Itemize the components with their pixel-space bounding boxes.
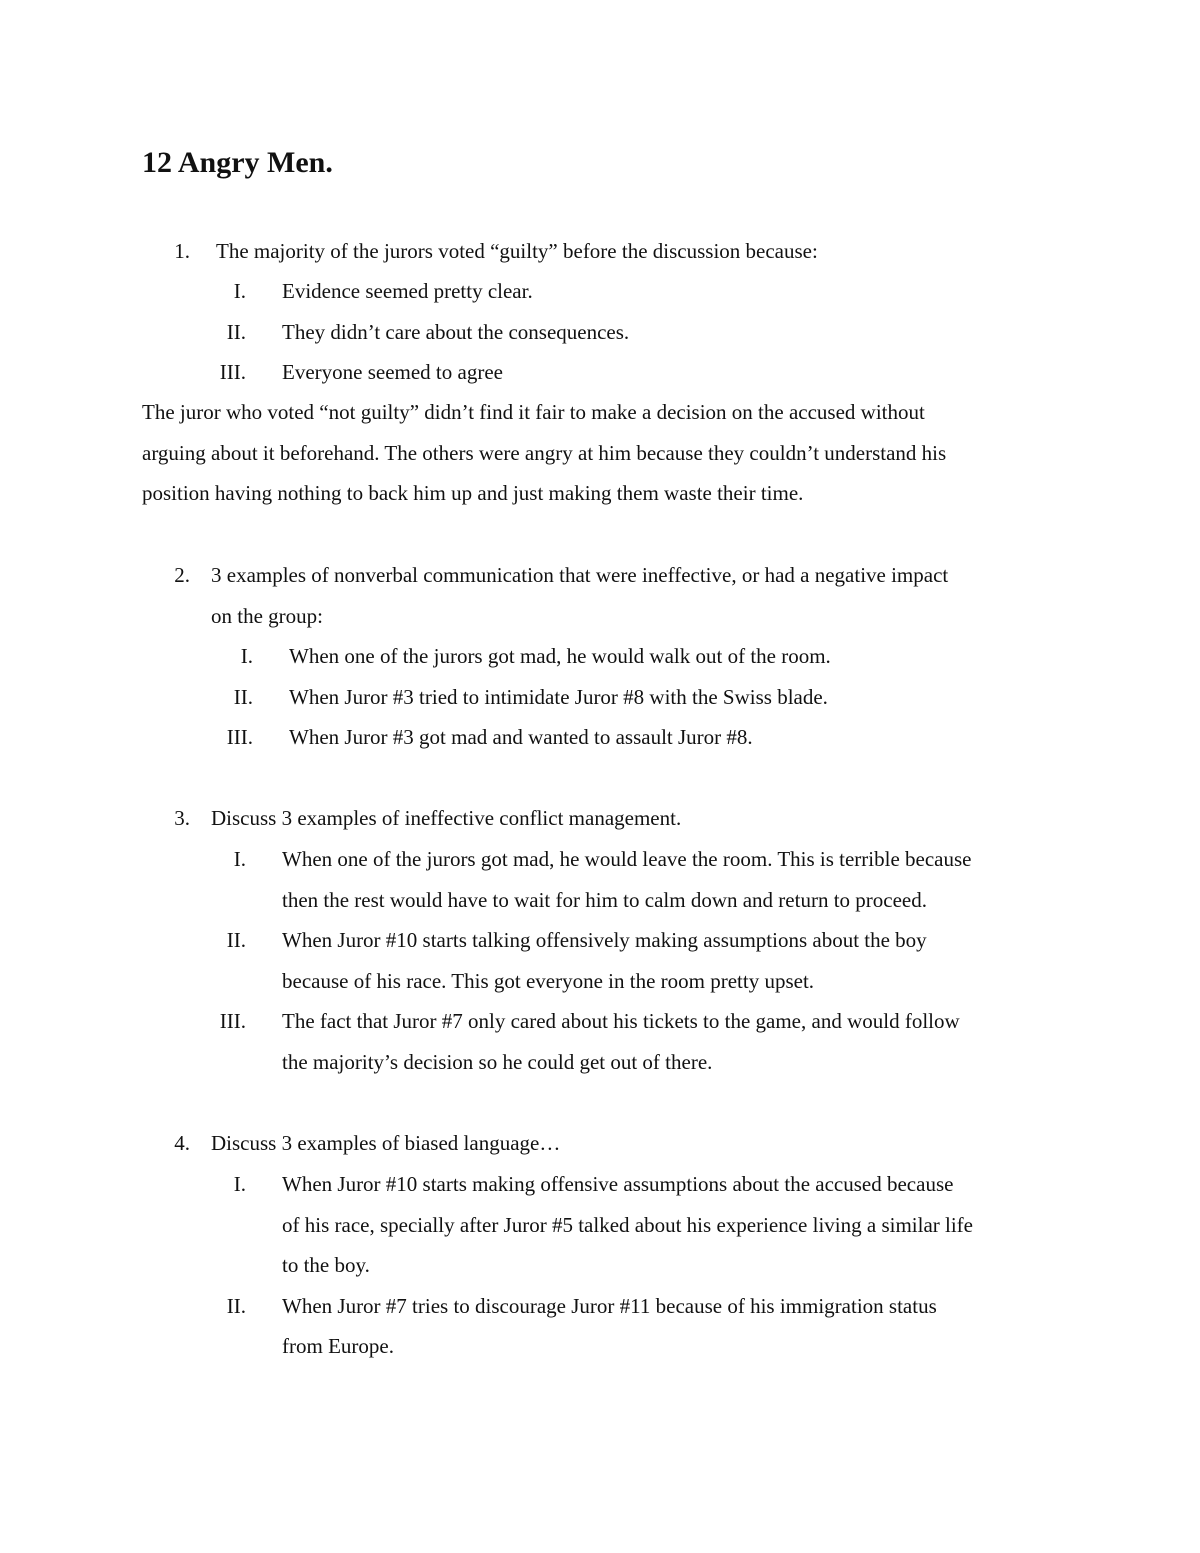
paragraph-line: The juror who voted “not guilty” didn’t find it fair to make a decision on the accused without [142, 400, 925, 424]
roman-marker: I. [233, 847, 246, 871]
roman-marker: II. [226, 928, 246, 952]
roman-marker: I. [233, 279, 246, 303]
answer-line: Evidence seemed pretty clear. [282, 279, 533, 303]
answer-line: then the rest would have to wait for him to calm down and return to proceed. [282, 887, 927, 912]
question-text: Discuss 3 examples of biased language… [211, 1131, 561, 1155]
question-text: The majority of the jurors voted “guilty” before the discussion because: [216, 239, 818, 263]
question-number: 1. [174, 239, 190, 263]
roman-marker: III. [226, 725, 253, 749]
answer-line: When one of the jurors got mad, he would leave the room. This is terrible because [282, 847, 972, 871]
question-text: 3 examples of nonverbal communication that were ineffective, or had a negative impact [211, 563, 949, 587]
answer-line: When Juror #3 got mad and wanted to assault Juror #8. [289, 725, 753, 749]
question-number: 3. [174, 806, 190, 830]
roman-marker: II. [226, 319, 246, 344]
answer-line: When Juror #7 tries to discourage Juror #11 because of his immigration status [282, 1293, 937, 1318]
answer-line: When Juror #10 starts talking offensively making assumptions about the boy [282, 928, 927, 952]
answer-line: because of his race. This got everyone in the room pretty upset. [282, 968, 815, 993]
paragraph-line: position having nothing to back him up and just making them waste their time. [142, 481, 804, 505]
question-text: on the group: [211, 603, 323, 628]
document-title: 12 Angry Men. [142, 146, 333, 179]
answer-line: Everyone seemed to agree [282, 360, 503, 384]
question-number: 2. [174, 563, 190, 587]
roman-marker: III. [219, 1009, 246, 1033]
roman-marker: I. [233, 1172, 246, 1196]
answer-line: to the boy. [282, 1253, 370, 1277]
answer-line: When Juror #3 tried to intimidate Juror #8 with the Swiss blade. [289, 684, 828, 709]
answer-line: from Europe. [282, 1334, 394, 1358]
answer-line: When one of the jurors got mad, he would walk out of the room. [289, 644, 831, 668]
question-text: Discuss 3 examples of ineffective conflict management. [211, 806, 682, 830]
roman-marker: III. [219, 360, 246, 384]
answer-line: of his race, specially after Juror #5 talked about his experience living a similar life [282, 1212, 974, 1237]
paragraph-line: arguing about it beforehand. The others were angry at him because they couldn’t understand his [142, 440, 947, 465]
answer-line: The fact that Juror #7 only cared about his tickets to the game, and would follow [282, 1009, 960, 1033]
roman-marker: I. [240, 644, 253, 668]
roman-marker: II. [233, 684, 253, 709]
answer-line: When Juror #10 starts making offensive assumptions about the accused because [282, 1172, 954, 1196]
answer-line: They didn’t care about the consequences. [282, 319, 630, 344]
answer-line: the majority’s decision so he could get out of there. [282, 1049, 713, 1074]
question-number: 4. [174, 1131, 190, 1155]
roman-marker: II. [226, 1293, 246, 1318]
